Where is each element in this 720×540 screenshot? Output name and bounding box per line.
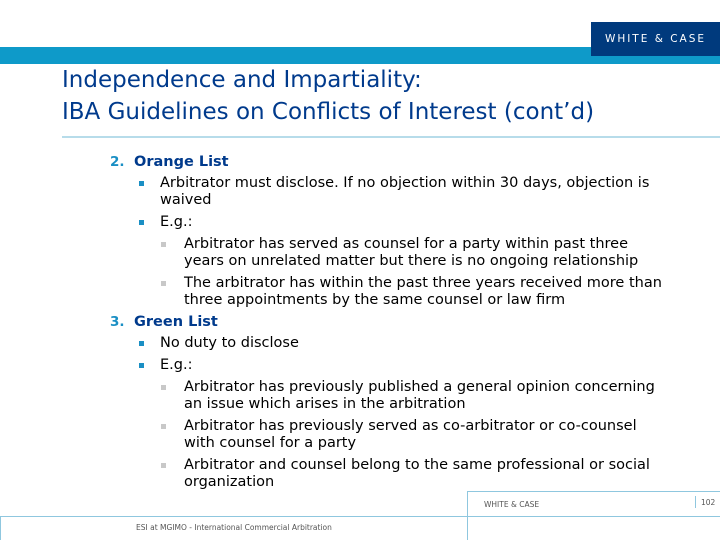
sub-list-item-text: Arbitrator has served as counsel for a party within past three years on unrelated matter but there is no ongoing relationship [184, 236, 639, 269]
section-heading [110, 314, 670, 331]
sub-list-item [110, 236, 670, 270]
sub-list-item-text: The arbitrator has within the past three years received more than three appointments by the same counsel or law firm [184, 275, 662, 308]
section-number: 2. [110, 154, 125, 170]
section-label: Green List [134, 314, 218, 330]
square-bullet-icon [161, 242, 166, 247]
section-label: Orange List [134, 154, 229, 170]
square-bullet-icon [161, 463, 166, 468]
footer-divider [695, 496, 696, 508]
square-bullet-icon [139, 181, 144, 186]
slide-content [110, 150, 670, 496]
square-bullet-icon [161, 281, 166, 286]
footer-org: WHITE & CASE [484, 500, 540, 509]
list-item-text: No duty to disclose [160, 335, 299, 351]
sub-list-item-text: Arbitrator and counsel belong to the same professional or social organization [184, 457, 650, 490]
sub-list-item [110, 379, 670, 413]
list-item [110, 335, 670, 352]
square-bullet-icon [139, 363, 144, 368]
sub-list-item [110, 457, 670, 491]
sub-list-item [110, 418, 670, 452]
square-bullet-icon [139, 220, 144, 225]
section-number: 3. [110, 314, 125, 330]
sub-list-item-text: Arbitrator has previously served as co-arbitrator or co-counsel with counsel for a party [184, 418, 637, 451]
slide-title [62, 64, 702, 128]
square-bullet-icon [139, 341, 144, 346]
list-item [110, 175, 670, 209]
title-divider [62, 136, 720, 138]
footer-course: ESI at MGIMO - International Commercial Arbitration [136, 523, 332, 532]
section-green-list [110, 314, 670, 491]
list-item [110, 214, 670, 231]
brand-logo: WHITE & CASE [591, 22, 720, 56]
sub-list-item [110, 275, 670, 309]
section-heading [110, 154, 670, 171]
list-item-text: E.g.: [160, 357, 193, 373]
page-number: 102 [701, 498, 716, 507]
square-bullet-icon [161, 424, 166, 429]
title-line-2: IBA Guidelines on Conflicts of Interest (cont’d) [62, 99, 595, 125]
title-line-1: Independence and Impartiality: [62, 67, 422, 93]
list-item [110, 357, 670, 374]
list-item-text: Arbitrator must disclose. If no objection within 30 days, objection is waived [160, 175, 650, 208]
section-orange-list [110, 154, 670, 309]
sub-list-item-text: Arbitrator has previously published a general opinion concerning an issue which arises in the arbitration [184, 379, 655, 412]
square-bullet-icon [161, 385, 166, 390]
list-item-text: E.g.: [160, 214, 193, 230]
